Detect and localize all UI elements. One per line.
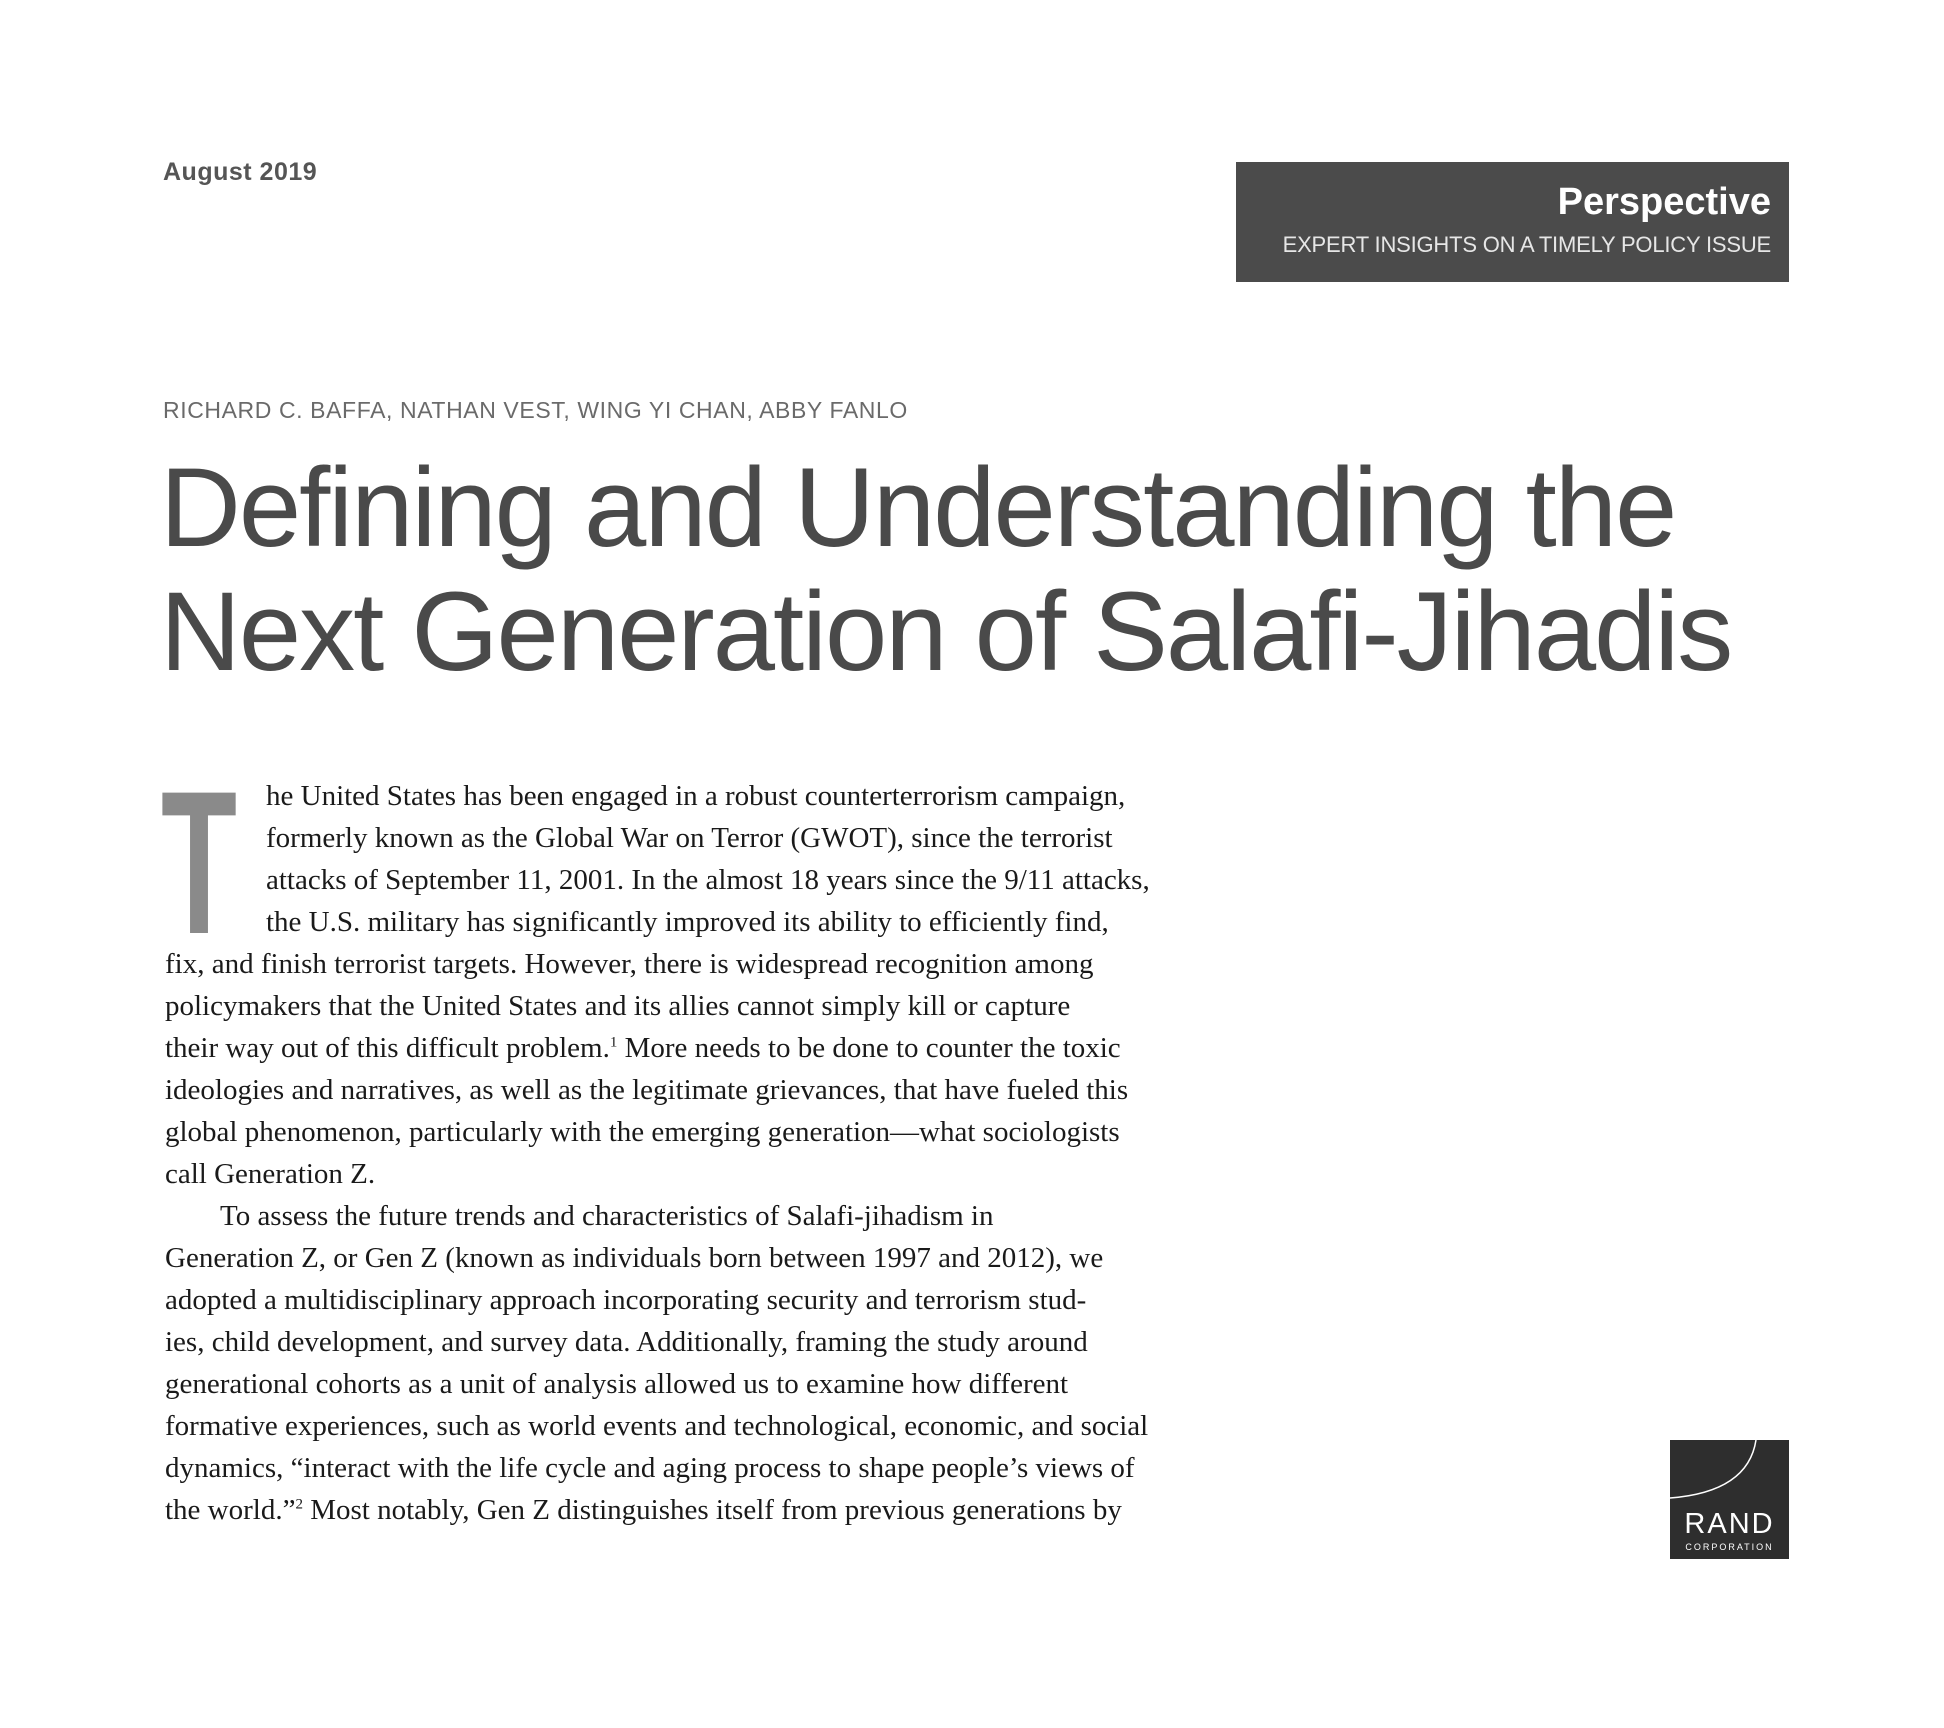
paragraph-line: dynamics, “interact with the life cycle and aging process to shape people’s views of: [165, 1452, 1135, 1484]
paragraph-line: he United States has been engaged in a robust counterterrorism campaign,: [266, 780, 1126, 812]
logo-name: RAND: [1684, 1508, 1775, 1540]
line-text: the world.”: [165, 1494, 296, 1526]
paragraph-line: [165, 1027, 1245, 1069]
logo-subtitle: CORPORATION: [1685, 1542, 1774, 1552]
paragraph-line: [165, 1489, 1245, 1531]
badge-subtitle: EXPERT INSIGHTS ON A TIMELY POLICY ISSUE: [1282, 232, 1771, 257]
paragraph-line: ideologies and narratives, as well as the legitimate grievances, that have fueled this: [165, 1074, 1129, 1106]
paragraph-line: call Generation Z.: [165, 1158, 376, 1190]
authors-line: RICHARD C. BAFFA, NATHAN VEST, WING YI CHAN, ABBY FANLO: [163, 397, 908, 423]
paragraph-line: Generation Z, or Gen Z (known as individuals born between 1997 and 2012), we: [165, 1242, 1104, 1274]
dropcap-letter: [161, 749, 237, 977]
publication-date: August 2019: [163, 158, 318, 186]
paragraph-line: the U.S. military has significantly improved its ability to efficiently find,: [266, 906, 1109, 938]
paragraph-line: fix, and finish terrorist targets. However, there is widespread recognition among: [165, 948, 1094, 980]
perspective-badge: [1236, 162, 1789, 282]
rand-logo: [1670, 1440, 1789, 1559]
paragraph-line: attacks of September 11, 2001. In the almost 18 years since the 9/11 attacks,: [266, 864, 1150, 896]
paragraph-line: formerly known as the Global War on Terror (GWOT), since the terrorist: [266, 822, 1113, 854]
line-text: More needs to be done to counter the toxic: [617, 1032, 1121, 1064]
line-text: their way out of this difficult problem.: [165, 1032, 610, 1064]
paragraph-line: generational cohorts as a unit of analysis allowed us to examine how different: [165, 1368, 1069, 1400]
paragraph-line: To assess the future trends and characteristics of Salafi-jihadism in: [220, 1200, 994, 1232]
badge-title: Perspective: [1557, 181, 1771, 223]
paragraph-2: [165, 1195, 1245, 1531]
paragraph-line: formative experiences, such as world events and technological, economic, and social: [165, 1410, 1149, 1442]
paragraph-1: [165, 775, 1245, 1195]
document-title: [160, 446, 1800, 694]
paragraph-line: ies, child development, and survey data. Additionally, framing the study around: [165, 1326, 1088, 1358]
body-text: [161, 749, 1245, 1531]
title-line-2: Next Generation of Salafi-Jihadis: [160, 569, 1732, 694]
footnote-ref-1[interactable]: 1: [609, 1034, 618, 1051]
footnote-ref-2[interactable]: 2: [295, 1496, 303, 1513]
title-line-1: Defining and Understanding the: [160, 445, 1676, 570]
dropcap-glyph: T: [161, 749, 237, 977]
line-text: Most notably, Gen Z distinguishes itself from previous generations by: [302, 1494, 1122, 1526]
paragraph-line: policymakers that the United States and its allies cannot simply kill or capture: [165, 990, 1071, 1022]
paragraph-line: adopted a multidisciplinary approach incorporating security and terrorism stud-: [165, 1284, 1087, 1316]
paragraph-line: global phenomenon, particularly with the emerging generation—what sociologists: [165, 1116, 1120, 1148]
